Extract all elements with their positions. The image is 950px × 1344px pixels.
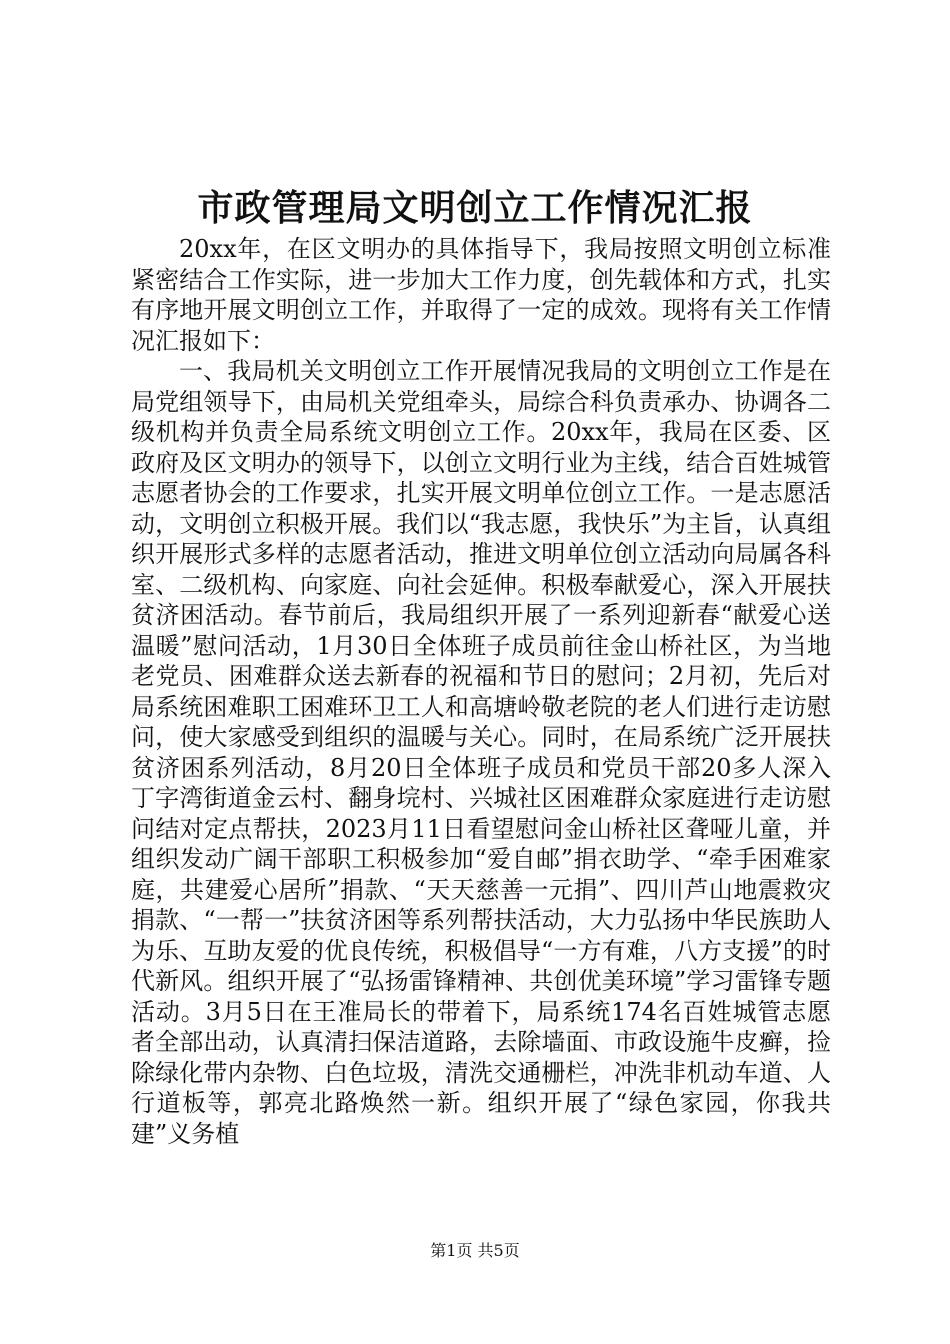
document-title: 市政管理局文明创立工作情况汇报	[197, 187, 753, 229]
paragraph-intro: 20xx年，在区文明办的具体指导下，我局按照文明创立标准紧密结合工作实际，进一步加大工作力度，创先载体和方式，扎实有序地开展文明创立工作，并取得了一定的成效。现将有关工作情况汇报如下：	[131, 235, 831, 355]
page-footer: 第1页 共5页	[430, 1241, 520, 1260]
document-body	[131, 234, 831, 1149]
paragraph-section-1: 一、我局机关文明创立工作开展情况我局的文明创立工作是在局党组领导下，由局机关党组牵头，局综合科负责承办、协调各二级机构并负责全局系统文明创立工作。20xx年，我局在区委、区政府及区文明办的领导下，以创立文明行业为主线，结合百姓城管志愿者协会的工作要求，扎实开展文明单位创立工作。一是志愿活动，文明创立积极开展。我们以“我志愿，我快乐”为主旨，认真组织开展形式多样的志愿者活动，推进文明单位创立活动向局属各科室、二级机构、向家庭、向社会延伸。积极奉献爱心，深入开展扶贫济困活动。春节前后，我局组织开展了一系列迎新春“献爱心送温暖”慰问活动，1月30日全体班子成员前往金山桥社区，为当地老党员、困难群众送去新春的祝福和节日的慰问；2月初，先后对局系统困难职工困难环卫工人和高塘岭敬老院的老人们进行走访慰问，使大家感受到组织的温暖与关心。同时，在局系统广泛开展扶贫济困系列活动，8月20日全体班子成员和党员干部20多人深入丁字湾街道金云村、翻身垸村、兴城社区困难群众家庭进行走访慰问结对定点帮扶，2023月11日看望慰问金山桥社区聋哑儿童，并组织发动广阔干部职工积极参加“爱自邮”捐衣助学、“牵手困难家庭，共建爱心居所”捐款、“天天慈善一元捐”、四川芦山地震救灾捐款、“一帮一”扶贫济困等系列帮扶活动，大力弘扬中华民族助人为乐、互助友爱的优良传统，积极倡导“一方有难，八方支援”的时代新风。组织开展了“弘扬雷锋精神、共创优美环境”学习雷锋专题活动。3月5日在王准局长的带着下，局系统174名百姓城管志愿者全部出动，认真清扫保洁道路，去除墙面、市政设施牛皮癣，捡除绿化带内杂物、白色垃圾，清洗交通栅栏，冲洗非机动车道、人行道板等，郭亮北路焕然一新。组织开展了“绿色家园，你我共建”义务植	[131, 357, 831, 1148]
